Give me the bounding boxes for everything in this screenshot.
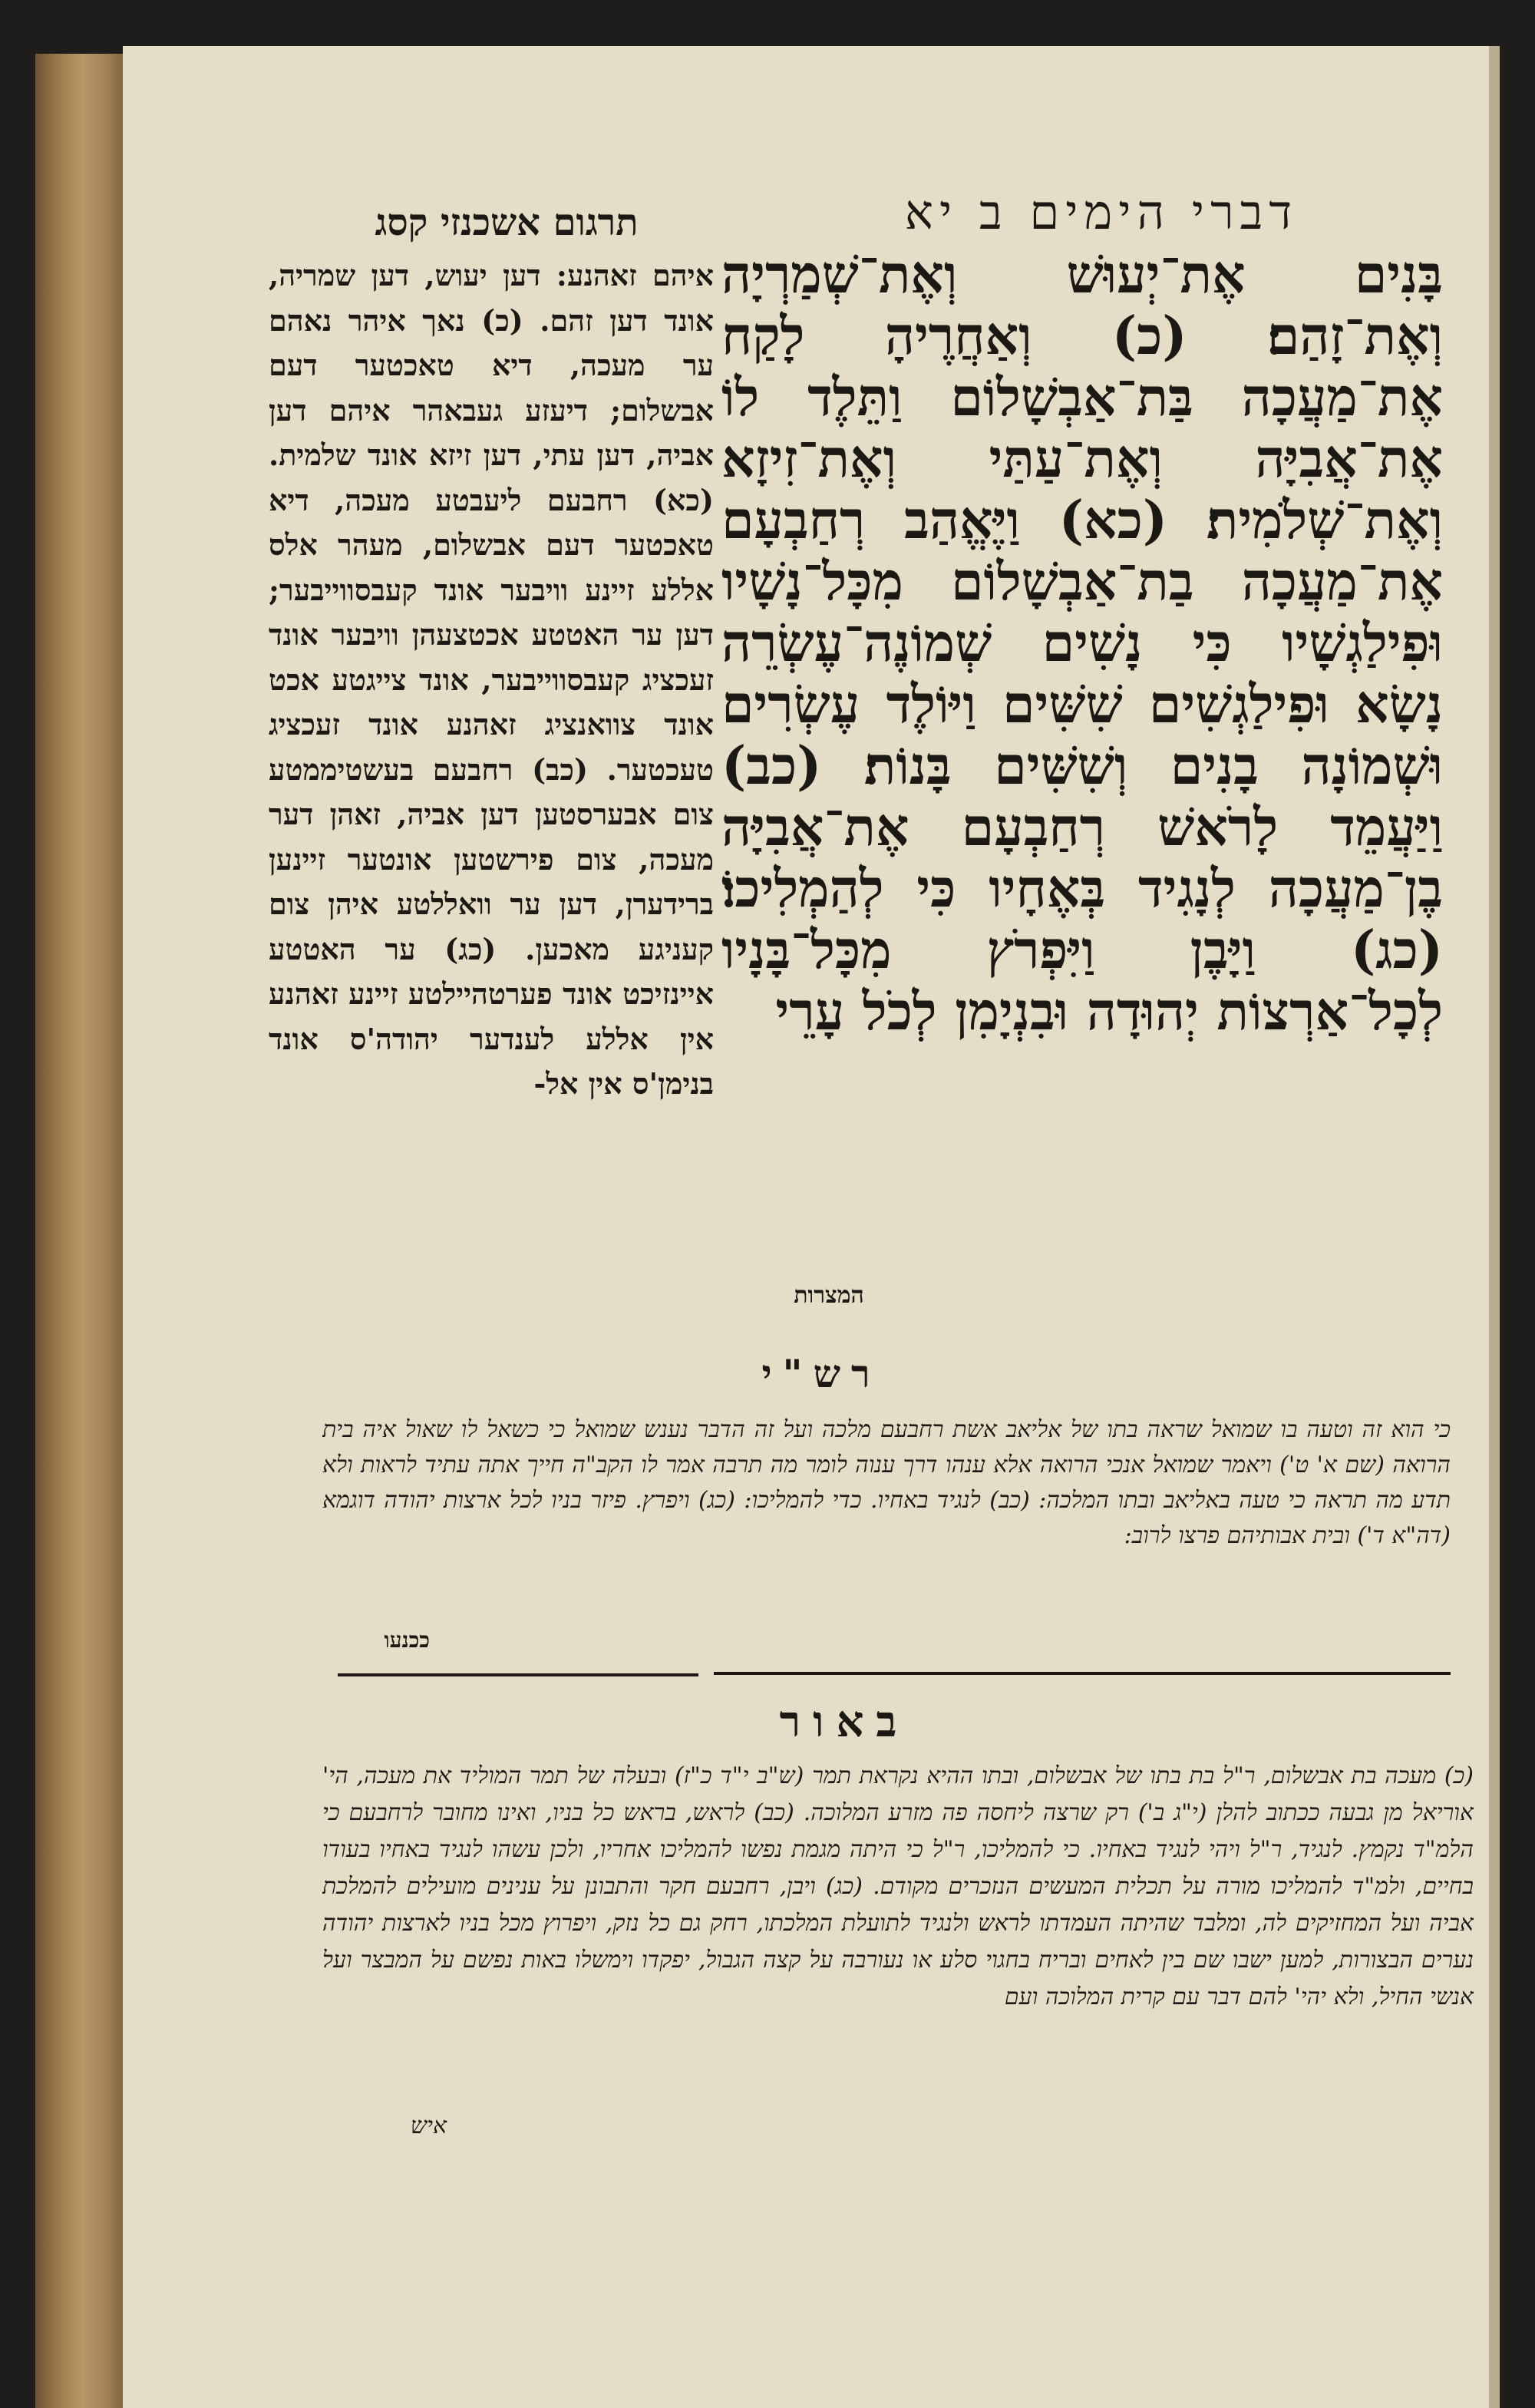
biblical-text-column: בָּנִים אֶת־יְעוּשׁ וְאֶת־שְׁמַרְיָה וְאֶת־זָהַם׃ (כ) וְאַחֲרֶיהָ לָקַח אֶת־מַעֲכָה בַּת־אַבְשָׁלוֹם וַתֵּלֶד לוֹ אֶת־אֲבִיָּה וְאֶת־עַתַּי וְאֶת־זִיזָא וְאֶת־שְׁלֹמִית׃ (כא) וַיֶּאֱהַב רְחַבְעָם אֶת־מַעֲכָה בַת־אַבְשָׁלוֹם מִכָּל־נָשָׁיו וּפִילַגְשָׁיו כִּי נָשִׁים שְׁמוֹנֶה־עֶשְׂרֵה נָשָׂא וּפִילַגְשִׁים שִׁשִּׁים וַיּוֹלֶד עֶשְׂרִים וּשְׁמוֹנָה בָנִים וְשִׁשִּׁים בָּנוֹת׃ (כב) וַיַּעֲמֵד לָרֹאשׁ רְחַבְעָם אֶת־אֲבִיָּה בֶן־מַעֲכָה לְנָגִיד בְּאֶחָיו כִּי לְהַמְלִיכוֹ׃ (כג) וַיָּבֶן וַיִּפְרֹץ מִכָּל־בָּנָיו לְכָל־אַרְצוֹת יְהוּדָה וּבִנְיָמִן לְכֹל עָרֵי	[721, 244, 1443, 1042]
translation-column: איהם זאהנע: דען יעוש, דען שמריה, אונד דען זהם. (כ) נאך איהר נאהם ער מעכה, דיא טאכטער דעם אבשלום; דיעזע געבאהר איהם דען אביה, דען עתי, דען זיזא אונד שלמית. (כא) רחבעם ליעבטע מעכה, דיא טאכטער דעם אבשלום, מעהר אלס אללע זיינע וויבער אונד קעבסווייבער; דען ער האטטע אכטצעהן וויבער אונד זעכציג קעבסווייבער, אונד צייגטע אכט אונד צוואנציג זאהנע אונד זעכציג טעכטער. (כב) רחבעם בעשטיממטע צום אבערסטען דען אביה, זאהן דער מעכה, צום פירשטען אונטער זיינען ברידערן, דען ער וואללטע איהן צום קעניגע מאכען. (כג) ער האטטע איינזיכט אונד פערטהיילטע זיינע זאהנע אין אללע לענדער יהודה'ס אונד בנימן'ס אין אל-	[269, 258, 714, 1101]
book-page-edge	[35, 54, 127, 2408]
beur-heading: באור	[779, 1696, 909, 1747]
translation-title: תרגום אשכנזי קסג	[375, 201, 639, 244]
rashi-catchword: ככנעו	[384, 1627, 430, 1653]
beur-catchword: איש	[410, 2112, 447, 2139]
main-catchword: המצרות	[794, 1282, 864, 1309]
rashi-heading: רש"י	[761, 1351, 881, 1396]
running-title: דברי הימים ב יא	[904, 184, 1299, 240]
divider-rule-right	[714, 1672, 1451, 1675]
rashi-commentary: כי הוא זה וטעה בו שמואל שראה בתו של אליאב אשת רחבעם מלכה ועל זה הדבר נענש שמואל כי כשאל לו שאול איה בית הרואה (שם א' ט') ויאמר שמואל אנכי הרואה אלא ענהו דרך ענוה לומר מה תרבה אמר לו הקב"ה חייך אתה עתיד לראות ולא תדע מה תראה כי טעה באליאב ובתו המלכה: (כב) לנגיד באחיו. כדי להמליכו: (כג) ויפרץ. פיזר בניו לכל ארצות יהודה דוגמא (דה"א ד') ובית אבותיהם פרצו לרוב:	[322, 1416, 1451, 1549]
beur-commentary: (כ) מעכה בת אבשלום, ר"ל בת בתו של אבשלום, ובתו ההיא נקראת תמר (ש"ב י"ד כ"ז) ובעלה של תמר המוליד את מעכה, הי' אוריאל מן גבעה ככתוב להלן (י"ג ב') רק שרצה ליחסה פה מזרע המלוכה. (כב) לראש, בראש כל בניו, ואינו מחובר לרחבעם כי הלמ"ד נקמץ. לנגיד, ר"ל ויהי לנגיד באחיו. כי להמליכו, ר"ל כי היתה מגמת נפשו להמליכו אחריו, ולכן עשהו לנגיד באחיו בעודו בחיים, ולמ"ד להמליכו מורה על תכלית המעשים הנזכרים מקודם. (כג) ויבן, רחבעם חקר והתבונן על ענינים מועילים להמלכת אביה ועל המחזיקים לה, ומלבד שהיתה העמדתו לראש ולנגיד לתועלת המלכתו, רחק גם כל נזק, ויפרוץ מכל בניו לארצות יהודה נערים הבצורות, למען ישבו שם בין לאחים ובריח בחגוי סלע או נעורבה על קצה הגבול, יפקדו וימשלו באות נפשם על המבצר ועל אנשי החיל, ולא יהי' להם דבר עם קרית המלוכה ועם	[322, 1762, 1474, 2010]
divider-rule-left	[338, 1673, 698, 1676]
book-gutter	[1489, 46, 1500, 2408]
